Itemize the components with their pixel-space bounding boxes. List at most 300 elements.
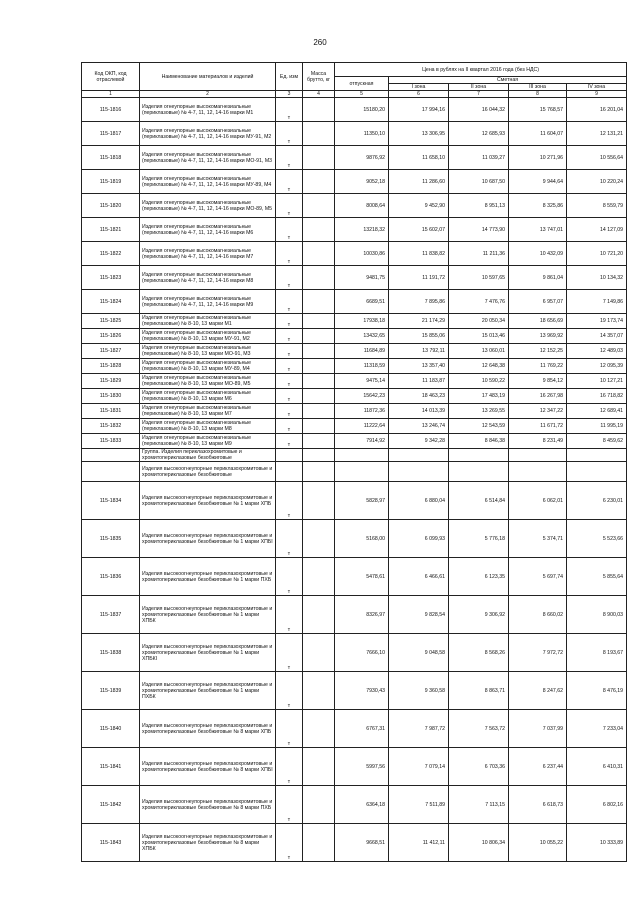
row-price-zone-4: 6 410,31 (567, 748, 627, 786)
row-price-zone-2: 8 863,71 (449, 672, 509, 710)
row-price-release: 5478,61 (335, 558, 389, 596)
row-price-zone-3: 5 697,74 (509, 558, 567, 596)
row-name: Изделия высокоогнеупорные периклазохромитовые и хромитопериклазовые безобжиговые № 1 марки ХПБКI (140, 634, 276, 672)
row-name: Изделия огнеупорные высокомагнезиальные (периклазовые) № 4-7, 11, 12, 14-16 марки М6 (140, 218, 276, 242)
row-mass (303, 404, 335, 419)
row-price-release: 9876,92 (335, 146, 389, 170)
col-index: 5 (335, 91, 389, 98)
row-mass (303, 520, 335, 558)
row-price-zone-3: 10 055,22 (509, 824, 567, 862)
row-mass (303, 170, 335, 194)
row-price-zone-1: 11 183,87 (389, 374, 449, 389)
row-name: Изделия огнеупорные высокомагнезиальные (периклазовые) № 4-7, 11, 12, 14-16 марки М1 (140, 98, 276, 122)
row-price-zone-1: 9 360,58 (389, 672, 449, 710)
row-price-zone-2: 13 269,55 (449, 404, 509, 419)
table-row (82, 389, 627, 404)
row-price-zone-1: 7 987,72 (389, 710, 449, 748)
row-price-zone-4: 14 357,07 (567, 329, 627, 344)
row-price-zone-3: 10 271,96 (509, 146, 567, 170)
row-mass (303, 329, 335, 344)
row-price-release: 5997,56 (335, 748, 389, 786)
row-mass (303, 194, 335, 218)
row-price-release: 15180,20 (335, 98, 389, 122)
row-price-zone-1: 11 412,11 (389, 824, 449, 862)
row-mass (303, 634, 335, 672)
row-price-zone-4: 10 134,32 (567, 266, 627, 290)
col-index: 2 (140, 91, 276, 98)
table-row (82, 634, 627, 672)
row-name: Изделия огнеупорные высокомагнезиальные (периклазовые) № 8-10, 13 марки МУ-89, М4 (140, 359, 276, 374)
row-price-release (335, 449, 389, 462)
row-price-release: 8008,64 (335, 194, 389, 218)
row-mass (303, 266, 335, 290)
row-price-zone-1: 7 079,14 (389, 748, 449, 786)
row-price-zone-4: 12 489,03 (567, 344, 627, 359)
row-price-zone-1: 11 658,10 (389, 146, 449, 170)
row-price-zone-2: 12 648,38 (449, 359, 509, 374)
row-unit: т (276, 748, 303, 786)
row-price-release: 11350,10 (335, 122, 389, 146)
row-unit: т (276, 389, 303, 404)
row-price-zone-2: 16 044,32 (449, 98, 509, 122)
row-price-zone-4: 10 127,21 (567, 374, 627, 389)
col-index: 6 (389, 91, 449, 98)
row-price-zone-4: 8 476,19 (567, 672, 627, 710)
row-price-zone-2: 20 050,34 (449, 314, 509, 329)
table-row (82, 344, 627, 359)
row-name: Изделия огнеупорные высокомагнезиальные (периклазовые) № 8-10, 13 марки М8 (140, 419, 276, 434)
row-price-zone-4: 19 173,74 (567, 314, 627, 329)
row-price-zone-4: 6 230,01 (567, 482, 627, 520)
row-code: 115-1836 (82, 558, 140, 596)
row-unit: т (276, 242, 303, 266)
row-price-zone-3: 10 432,09 (509, 242, 567, 266)
row-price-release: 9481,75 (335, 266, 389, 290)
row-mass (303, 122, 335, 146)
row-price-zone-2: 12 685,93 (449, 122, 509, 146)
header-zone-4: IV зона (567, 84, 627, 91)
header-price-group: Цена в рублях на II квартал 2016 года (без НДС) (335, 63, 627, 77)
row-price-zone-2: 15 013,46 (449, 329, 509, 344)
table-row (82, 374, 627, 389)
row-price-release: 15642,23 (335, 389, 389, 404)
row-name: Изделия высокоогнеупорные периклазохромитовые и хромитопериклазовые безобжиговые № 8 марки ХПБК (140, 824, 276, 862)
row-price-zone-2: 6 123,35 (449, 558, 509, 596)
row-code: 115-1840 (82, 710, 140, 748)
row-unit: т (276, 194, 303, 218)
row-mass (303, 558, 335, 596)
row-price-zone-4: 8 459,62 (567, 434, 627, 449)
table-row (82, 218, 627, 242)
row-unit: т (276, 672, 303, 710)
row-price-zone-3: 11 604,07 (509, 122, 567, 146)
row-unit: т (276, 404, 303, 419)
row-price-zone-4: 16 201,04 (567, 98, 627, 122)
row-mass (303, 359, 335, 374)
table-row (82, 596, 627, 634)
row-code: 115-1838 (82, 634, 140, 672)
row-price-release: 17938,18 (335, 314, 389, 329)
row-price-zone-2: 8 568,26 (449, 634, 509, 672)
row-price-zone-2: 10 687,50 (449, 170, 509, 194)
row-unit: т (276, 520, 303, 558)
row-unit: т (276, 122, 303, 146)
row-unit (276, 449, 303, 462)
row-mass (303, 748, 335, 786)
col-index: 3 (276, 91, 303, 98)
row-price-zone-3: 12 347,22 (509, 404, 567, 419)
row-unit: т (276, 634, 303, 672)
row-price-release: 9475,14 (335, 374, 389, 389)
table-row (82, 434, 627, 449)
row-price-zone-3: 6 062,01 (509, 482, 567, 520)
row-code: 115-1822 (82, 242, 140, 266)
row-price-zone-2: 10 806,34 (449, 824, 509, 862)
row-price-release: 10030,86 (335, 242, 389, 266)
row-mass (303, 710, 335, 748)
row-mass (303, 98, 335, 122)
column-index-row (82, 91, 627, 98)
table-row (82, 266, 627, 290)
row-code: 115-1827 (82, 344, 140, 359)
row-price-release: 11318,59 (335, 359, 389, 374)
row-price-zone-3: 16 267,98 (509, 389, 567, 404)
row-price-zone-3: 13 969,92 (509, 329, 567, 344)
row-code: 115-1839 (82, 672, 140, 710)
col-index: 1 (82, 91, 140, 98)
table-row (82, 449, 627, 462)
row-name: Изделия огнеупорные высокомагнезиальные (периклазовые) № 8-10, 13 марки М9 (140, 434, 276, 449)
row-code: 115-1835 (82, 520, 140, 558)
row-price-zone-4 (567, 462, 627, 482)
row-unit: т (276, 290, 303, 314)
header-mass: Масса брутто, кг (303, 63, 335, 91)
row-unit: т (276, 314, 303, 329)
row-code: 115-1823 (82, 266, 140, 290)
row-unit: т (276, 434, 303, 449)
table-row (82, 290, 627, 314)
row-mass (303, 482, 335, 520)
row-price-zone-4: 8 900,03 (567, 596, 627, 634)
row-price-zone-2: 7 113,15 (449, 786, 509, 824)
row-price-zone-2: 9 306,92 (449, 596, 509, 634)
table-row (82, 558, 627, 596)
header-delivery: Сметная (389, 77, 627, 84)
row-price-zone-1: 13 357,40 (389, 359, 449, 374)
col-index: 8 (509, 91, 567, 98)
row-name: Изделия высокоогнеупорные периклазохромитовые и хромитопериклазовые безобжиговые № 8 марки ПХБ (140, 786, 276, 824)
row-price-zone-3: 5 374,71 (509, 520, 567, 558)
row-price-zone-4: 16 718,82 (567, 389, 627, 404)
row-price-release: 7914,92 (335, 434, 389, 449)
table-row (82, 98, 627, 122)
table-body (82, 98, 627, 862)
header-release: отпускная (335, 77, 389, 91)
row-price-zone-2: 11 211,36 (449, 242, 509, 266)
row-price-zone-4: 8 559,79 (567, 194, 627, 218)
row-unit: т (276, 218, 303, 242)
row-unit: т (276, 344, 303, 359)
header-name: Наименование материалов и изделий (140, 63, 276, 91)
row-mass (303, 824, 335, 862)
row-price-zone-1: 21 174,29 (389, 314, 449, 329)
table-row (82, 194, 627, 218)
row-unit: т (276, 558, 303, 596)
row-name: Изделия высокоогнеупорные периклазохромитовые и хромитопериклазовые безобжиговые № 8 марки ХПБI (140, 748, 276, 786)
table-row (82, 710, 627, 748)
row-price-release: 9052,18 (335, 170, 389, 194)
row-price-zone-1: 6 099,93 (389, 520, 449, 558)
row-price-zone-2: 10 597,65 (449, 266, 509, 290)
row-price-zone-1 (389, 462, 449, 482)
row-price-zone-3 (509, 449, 567, 462)
row-price-release: 7666,10 (335, 634, 389, 672)
row-price-zone-3: 9 854,12 (509, 374, 567, 389)
row-price-release: 11872,36 (335, 404, 389, 419)
row-price-zone-2: 13 060,01 (449, 344, 509, 359)
row-unit: т (276, 266, 303, 290)
row-price-zone-4: 10 721,20 (567, 242, 627, 266)
row-price-zone-2: 8 951,13 (449, 194, 509, 218)
row-price-zone-3: 11 769,22 (509, 359, 567, 374)
row-code: 115-1832 (82, 419, 140, 434)
row-code: 115-1820 (82, 194, 140, 218)
row-unit: т (276, 98, 303, 122)
row-price-zone-1: 6 466,61 (389, 558, 449, 596)
row-mass (303, 449, 335, 462)
header-code: Код ОКП, код отраслевой (82, 63, 140, 91)
row-code: 115-1824 (82, 290, 140, 314)
row-price-zone-4: 10 333,89 (567, 824, 627, 862)
row-unit (276, 462, 303, 482)
row-mass (303, 596, 335, 634)
row-price-zone-2: 11 039,27 (449, 146, 509, 170)
row-price-release: 11222,64 (335, 419, 389, 434)
row-price-zone-4: 6 802,16 (567, 786, 627, 824)
table-row (82, 419, 627, 434)
row-price-zone-3: 18 656,69 (509, 314, 567, 329)
row-price-zone-2: 7 563,72 (449, 710, 509, 748)
row-price-zone-1 (389, 449, 449, 462)
table-row (82, 482, 627, 520)
table-row (82, 359, 627, 374)
row-price-release: 6364,18 (335, 786, 389, 824)
row-unit: т (276, 824, 303, 862)
header-zone-3: III зона (509, 84, 567, 91)
row-price-zone-1: 14 013,39 (389, 404, 449, 419)
row-mass (303, 146, 335, 170)
col-index: 4 (303, 91, 335, 98)
row-code: 115-1843 (82, 824, 140, 862)
row-code: 115-1828 (82, 359, 140, 374)
row-name: Изделия высокоогнеупорные периклазохромитовые и хромитопериклазовые безобжиговые № 8 марки ХПБ (140, 710, 276, 748)
row-name: Изделия высокоогнеупорные периклазохромитовые и хромитопериклазовые безобжиговые № 1 марки ПХБК (140, 672, 276, 710)
row-price-zone-1: 11 191,72 (389, 266, 449, 290)
row-name: Изделия высокоогнеупорные периклазохромитовые и хромитопериклазовые безобжиговые № 1 марки ХПБ (140, 482, 276, 520)
row-price-release: 8326,97 (335, 596, 389, 634)
row-price-zone-4: 5 855,64 (567, 558, 627, 596)
row-price-zone-3: 7 037,99 (509, 710, 567, 748)
row-name: Изделия огнеупорные высокомагнезиальные (периклазовые) № 4-7, 11, 12, 14-16 марки М9 (140, 290, 276, 314)
header-zone-1: I зона (389, 84, 449, 91)
row-price-zone-1: 9 828,54 (389, 596, 449, 634)
table-row (82, 170, 627, 194)
row-price-zone-4: 7 233,04 (567, 710, 627, 748)
row-name: Изделия огнеупорные высокомагнезиальные (периклазовые) № 8-10, 13 марки МУ-91, М2 (140, 329, 276, 344)
row-code: 115-1833 (82, 434, 140, 449)
row-price-zone-4: 10 220,24 (567, 170, 627, 194)
row-price-zone-3: 13 747,01 (509, 218, 567, 242)
row-name: Изделия огнеупорные высокомагнезиальные (периклазовые) № 8-10, 13 марки М6 (140, 389, 276, 404)
row-code (82, 462, 140, 482)
row-name: Изделия высокоогнеупорные периклазохромитовые и хромитопериклазовые безобжиговые (140, 462, 276, 482)
row-price-zone-1: 6 880,04 (389, 482, 449, 520)
row-mass (303, 374, 335, 389)
row-price-zone-1: 13 246,74 (389, 419, 449, 434)
row-name: Изделия огнеупорные высокомагнезиальные (периклазовые) № 4-7, 11, 12, 14-16 марки МУ-89, М4 (140, 170, 276, 194)
row-price-zone-3: 6 957,07 (509, 290, 567, 314)
row-name: Изделия высокоогнеупорные периклазохромитовые и хромитопериклазовые безобжиговые № 1 марки ХПБК (140, 596, 276, 634)
row-name: Изделия огнеупорные высокомагнезиальные (периклазовые) № 4-7, 11, 12, 14-16 марки МО-89, М5 (140, 194, 276, 218)
row-unit: т (276, 170, 303, 194)
row-price-release: 11684,89 (335, 344, 389, 359)
row-code: 115-1842 (82, 786, 140, 824)
row-price-zone-3: 8 247,62 (509, 672, 567, 710)
row-name: Изделия огнеупорные высокомагнезиальные (периклазовые) № 8-10, 13 марки М1 (140, 314, 276, 329)
row-name: Изделия огнеупорные высокомагнезиальные (периклазовые) № 4-7, 11, 12, 14-16 марки МУ-91, М2 (140, 122, 276, 146)
row-mass (303, 672, 335, 710)
row-price-zone-4: 8 193,67 (567, 634, 627, 672)
row-price-zone-1: 9 048,58 (389, 634, 449, 672)
row-code: 115-1825 (82, 314, 140, 329)
row-name: Изделия высокоогнеупорные периклазохромитовые и хромитопериклазовые безобжиговые № 1 марки ПХБ (140, 558, 276, 596)
row-code: 115-1816 (82, 98, 140, 122)
row-price-zone-1: 13 792,11 (389, 344, 449, 359)
row-code: 115-1834 (82, 482, 140, 520)
table-row (82, 824, 627, 862)
row-code: 115-1821 (82, 218, 140, 242)
row-mass (303, 218, 335, 242)
table-row (82, 672, 627, 710)
table-row (82, 122, 627, 146)
row-price-release: 6767,31 (335, 710, 389, 748)
page-number: 260 (313, 38, 327, 47)
row-name: Изделия огнеупорные высокомагнезиальные (периклазовые) № 8-10, 13 марки МО-89, М5 (140, 374, 276, 389)
row-price-zone-3: 7 972,72 (509, 634, 567, 672)
row-price-zone-2: 7 476,76 (449, 290, 509, 314)
row-unit: т (276, 786, 303, 824)
row-unit: т (276, 374, 303, 389)
row-price-zone-4: 11 995,19 (567, 419, 627, 434)
row-price-zone-2: 14 773,90 (449, 218, 509, 242)
row-price-zone-3 (509, 462, 567, 482)
row-price-zone-3: 8 325,86 (509, 194, 567, 218)
row-code: 115-1837 (82, 596, 140, 634)
row-code: 115-1829 (82, 374, 140, 389)
row-code: 115-1817 (82, 122, 140, 146)
row-price-zone-3: 15 768,57 (509, 98, 567, 122)
row-unit: т (276, 146, 303, 170)
row-price-release: 6689,51 (335, 290, 389, 314)
row-price-zone-4: 12 131,21 (567, 122, 627, 146)
row-price-zone-3: 8 660,02 (509, 596, 567, 634)
row-unit: т (276, 419, 303, 434)
row-price-zone-1: 18 463,23 (389, 389, 449, 404)
row-code: 115-1831 (82, 404, 140, 419)
row-name: Изделия огнеупорные высокомагнезиальные (периклазовые) № 4-7, 11, 12, 14-16 марки МО-91, М3 (140, 146, 276, 170)
row-name: Изделия огнеупорные высокомагнезиальные (периклазовые) № 8-10, 13 марки МО-91, М3 (140, 344, 276, 359)
header-unit: Ед. изм (276, 63, 303, 91)
row-price-zone-3: 12 152,25 (509, 344, 567, 359)
row-price-zone-2: 6 514,84 (449, 482, 509, 520)
row-code: 115-1830 (82, 389, 140, 404)
row-price-zone-2: 6 703,36 (449, 748, 509, 786)
row-price-zone-2 (449, 449, 509, 462)
row-price-zone-2: 8 846,38 (449, 434, 509, 449)
row-price-zone-1: 11 838,82 (389, 242, 449, 266)
col-index: 7 (449, 91, 509, 98)
table-row (82, 242, 627, 266)
row-price-zone-4 (567, 449, 627, 462)
row-price-zone-2: 10 590,22 (449, 374, 509, 389)
row-mass (303, 462, 335, 482)
header-zone-2: II зона (449, 84, 509, 91)
row-mass (303, 389, 335, 404)
row-price-zone-3: 9 944,64 (509, 170, 567, 194)
col-index: 9 (567, 91, 627, 98)
row-name: Изделия огнеупорные высокомагнезиальные (периклазовые) № 4-7, 11, 12, 14-16 марки М7 (140, 242, 276, 266)
row-mass (303, 434, 335, 449)
row-name: Изделия огнеупорные высокомагнезиальные (периклазовые) № 4-7, 11, 12, 14-16 марки М8 (140, 266, 276, 290)
row-price-zone-3: 8 231,49 (509, 434, 567, 449)
row-mass (303, 242, 335, 266)
table-row (82, 748, 627, 786)
row-mass (303, 344, 335, 359)
row-price-zone-3: 6 237,44 (509, 748, 567, 786)
row-price-zone-1: 9 342,28 (389, 434, 449, 449)
row-price-release: 13218,32 (335, 218, 389, 242)
row-price-zone-1: 11 286,60 (389, 170, 449, 194)
row-price-zone-3: 6 618,73 (509, 786, 567, 824)
row-unit: т (276, 329, 303, 344)
row-name: Изделия огнеупорные высокомагнезиальные (периклазовые) № 8-10, 13 марки М7 (140, 404, 276, 419)
table-row (82, 462, 627, 482)
row-price-zone-3: 9 861,04 (509, 266, 567, 290)
row-price-release: 13432,65 (335, 329, 389, 344)
row-code: 115-1826 (82, 329, 140, 344)
row-mass (303, 419, 335, 434)
row-price-zone-1: 7 511,89 (389, 786, 449, 824)
row-unit: т (276, 596, 303, 634)
row-price-zone-1: 7 895,86 (389, 290, 449, 314)
row-mass (303, 290, 335, 314)
row-code: 115-1819 (82, 170, 140, 194)
row-price-zone-1: 13 306,95 (389, 122, 449, 146)
row-price-zone-4: 12 095,39 (567, 359, 627, 374)
table-row (82, 786, 627, 824)
row-price-zone-1: 15 855,06 (389, 329, 449, 344)
row-name: Изделия высокоогнеупорные периклазохромитовые и хромитопериклазовые безобжиговые № 1 марки ХПБI (140, 520, 276, 558)
row-code: 115-1818 (82, 146, 140, 170)
table-row (82, 329, 627, 344)
row-price-zone-3: 11 671,72 (509, 419, 567, 434)
row-price-release: 5168,00 (335, 520, 389, 558)
row-mass (303, 786, 335, 824)
row-unit: т (276, 359, 303, 374)
row-price-zone-2: 5 776,18 (449, 520, 509, 558)
row-price-release: 5828,97 (335, 482, 389, 520)
row-unit: т (276, 482, 303, 520)
